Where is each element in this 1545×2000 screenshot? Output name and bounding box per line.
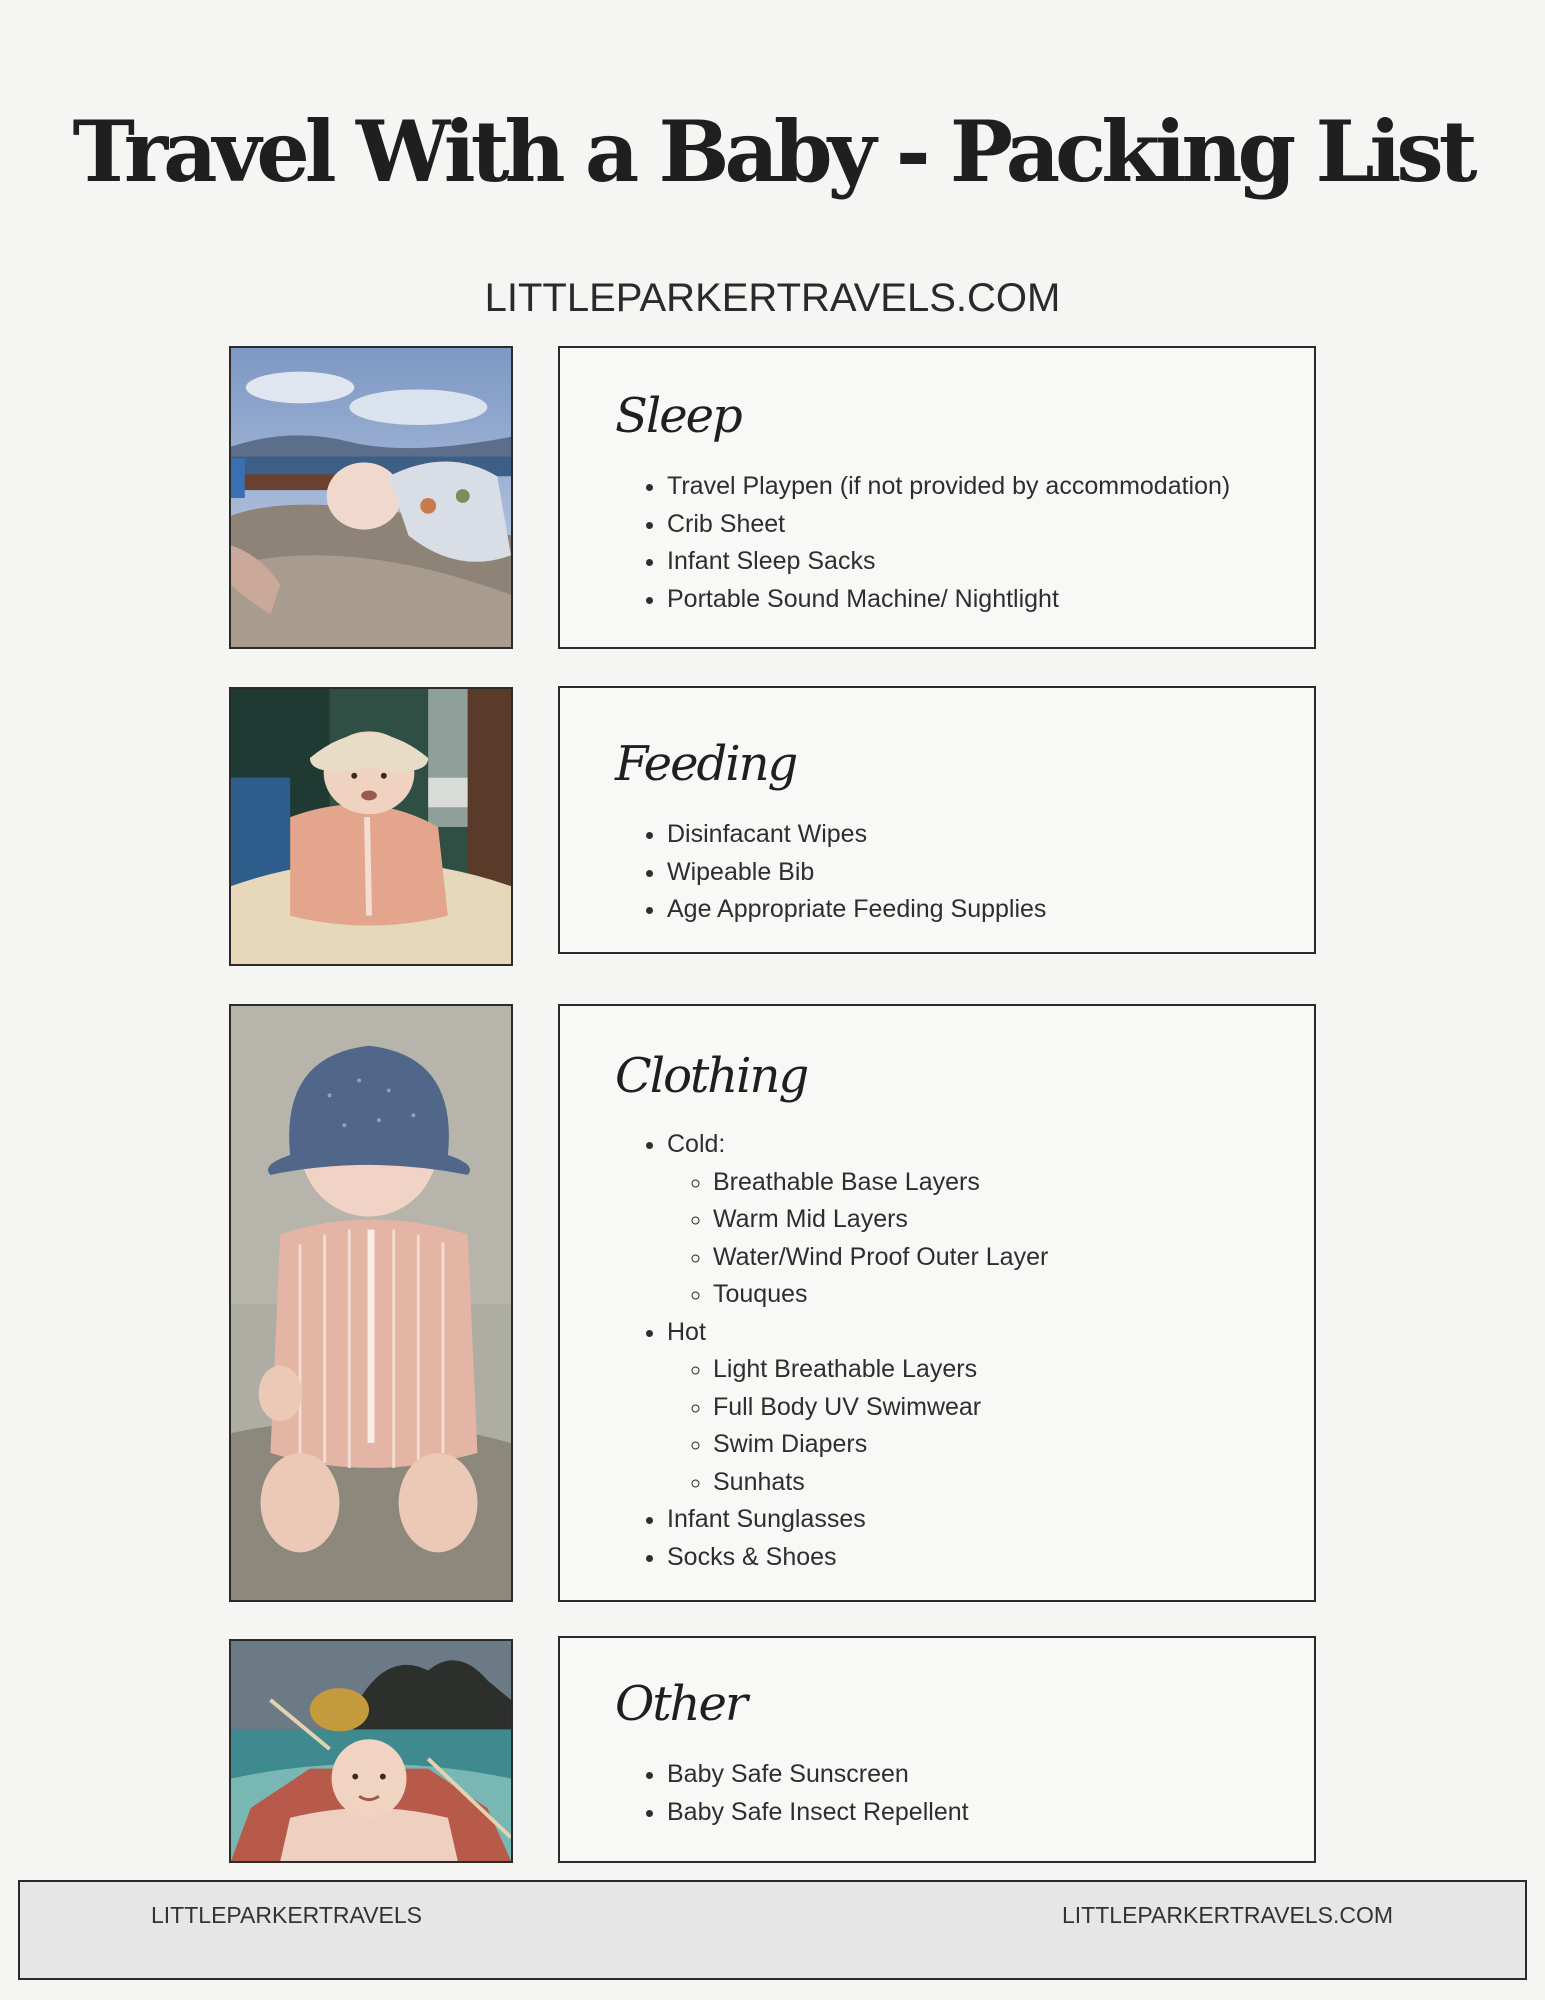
list-item: • Age Appropriate Feeding Supplies [667,891,1046,929]
section-heading: Other [615,1676,746,1732]
site-url: LITTLEPARKERTRAVELS.COM [484,276,1061,320]
sub-list-item: ◦ Sunhats [713,1464,1048,1502]
list-item: • Infant Sleep Sacks [667,543,1230,581]
photo-baby-highchair [229,687,513,966]
sub-list-item: ◦ Touques [713,1276,1048,1314]
section-heading: Feeding [615,736,797,792]
list-item [667,1126,1048,1314]
item-list [615,816,1046,929]
sub-list-item: ◦ Warm Mid Layers [713,1201,1048,1239]
list-item: • Portable Sound Machine/ Nightlight [667,581,1230,619]
section-heading: Sleep [615,388,741,444]
page-title: Travel With a Baby - Packing List [72,102,1473,201]
item-list [615,468,1230,618]
list-item: • Infant Sunglasses [667,1501,1048,1539]
list-item: • Baby Safe Insect Repellent [667,1794,969,1832]
list-item-label: Cold: [667,1130,726,1158]
item-list [615,1126,1048,1576]
section-clothing [558,1004,1316,1602]
list-item [667,1314,1048,1502]
sub-list [667,1351,1048,1501]
list-item: • Wipeable Bib [667,854,1046,892]
sub-list-item: ◦ Light Breathable Layers [713,1351,1048,1389]
sub-list-item: ◦ Swim Diapers [713,1426,1048,1464]
photo-baby-beach [229,1004,513,1602]
footer [18,1880,1527,1980]
sub-list [667,1164,1048,1314]
photo-sleeping-baby [229,346,513,649]
section-sleep [558,346,1316,649]
item-list [615,1756,969,1831]
footer-left-text: LITTLEPARKERTRAVELS [151,1902,422,1928]
sub-list-item: ◦ Breathable Base Layers [713,1164,1048,1202]
list-item: • Travel Playpen (if not provided by accommodation) [667,468,1230,506]
footer-right-text: LITTLEPARKERTRAVELS.COM [1062,1902,1394,1928]
section-feeding [558,686,1316,954]
sub-list-item: ◦ Full Body UV Swimwear [713,1389,1048,1427]
photo-baby-boat [229,1639,513,1863]
list-item: • Socks & Shoes [667,1539,1048,1577]
section-heading: Clothing [615,1048,808,1104]
list-item: • Crib Sheet [667,506,1230,544]
section-other [558,1636,1316,1863]
list-item: • Baby Safe Sunscreen [667,1756,969,1794]
sub-list-item: ◦ Water/Wind Proof Outer Layer [713,1239,1048,1277]
list-item-label: Hot [667,1317,706,1346]
list-item: • Disinfacant Wipes [667,816,1046,854]
